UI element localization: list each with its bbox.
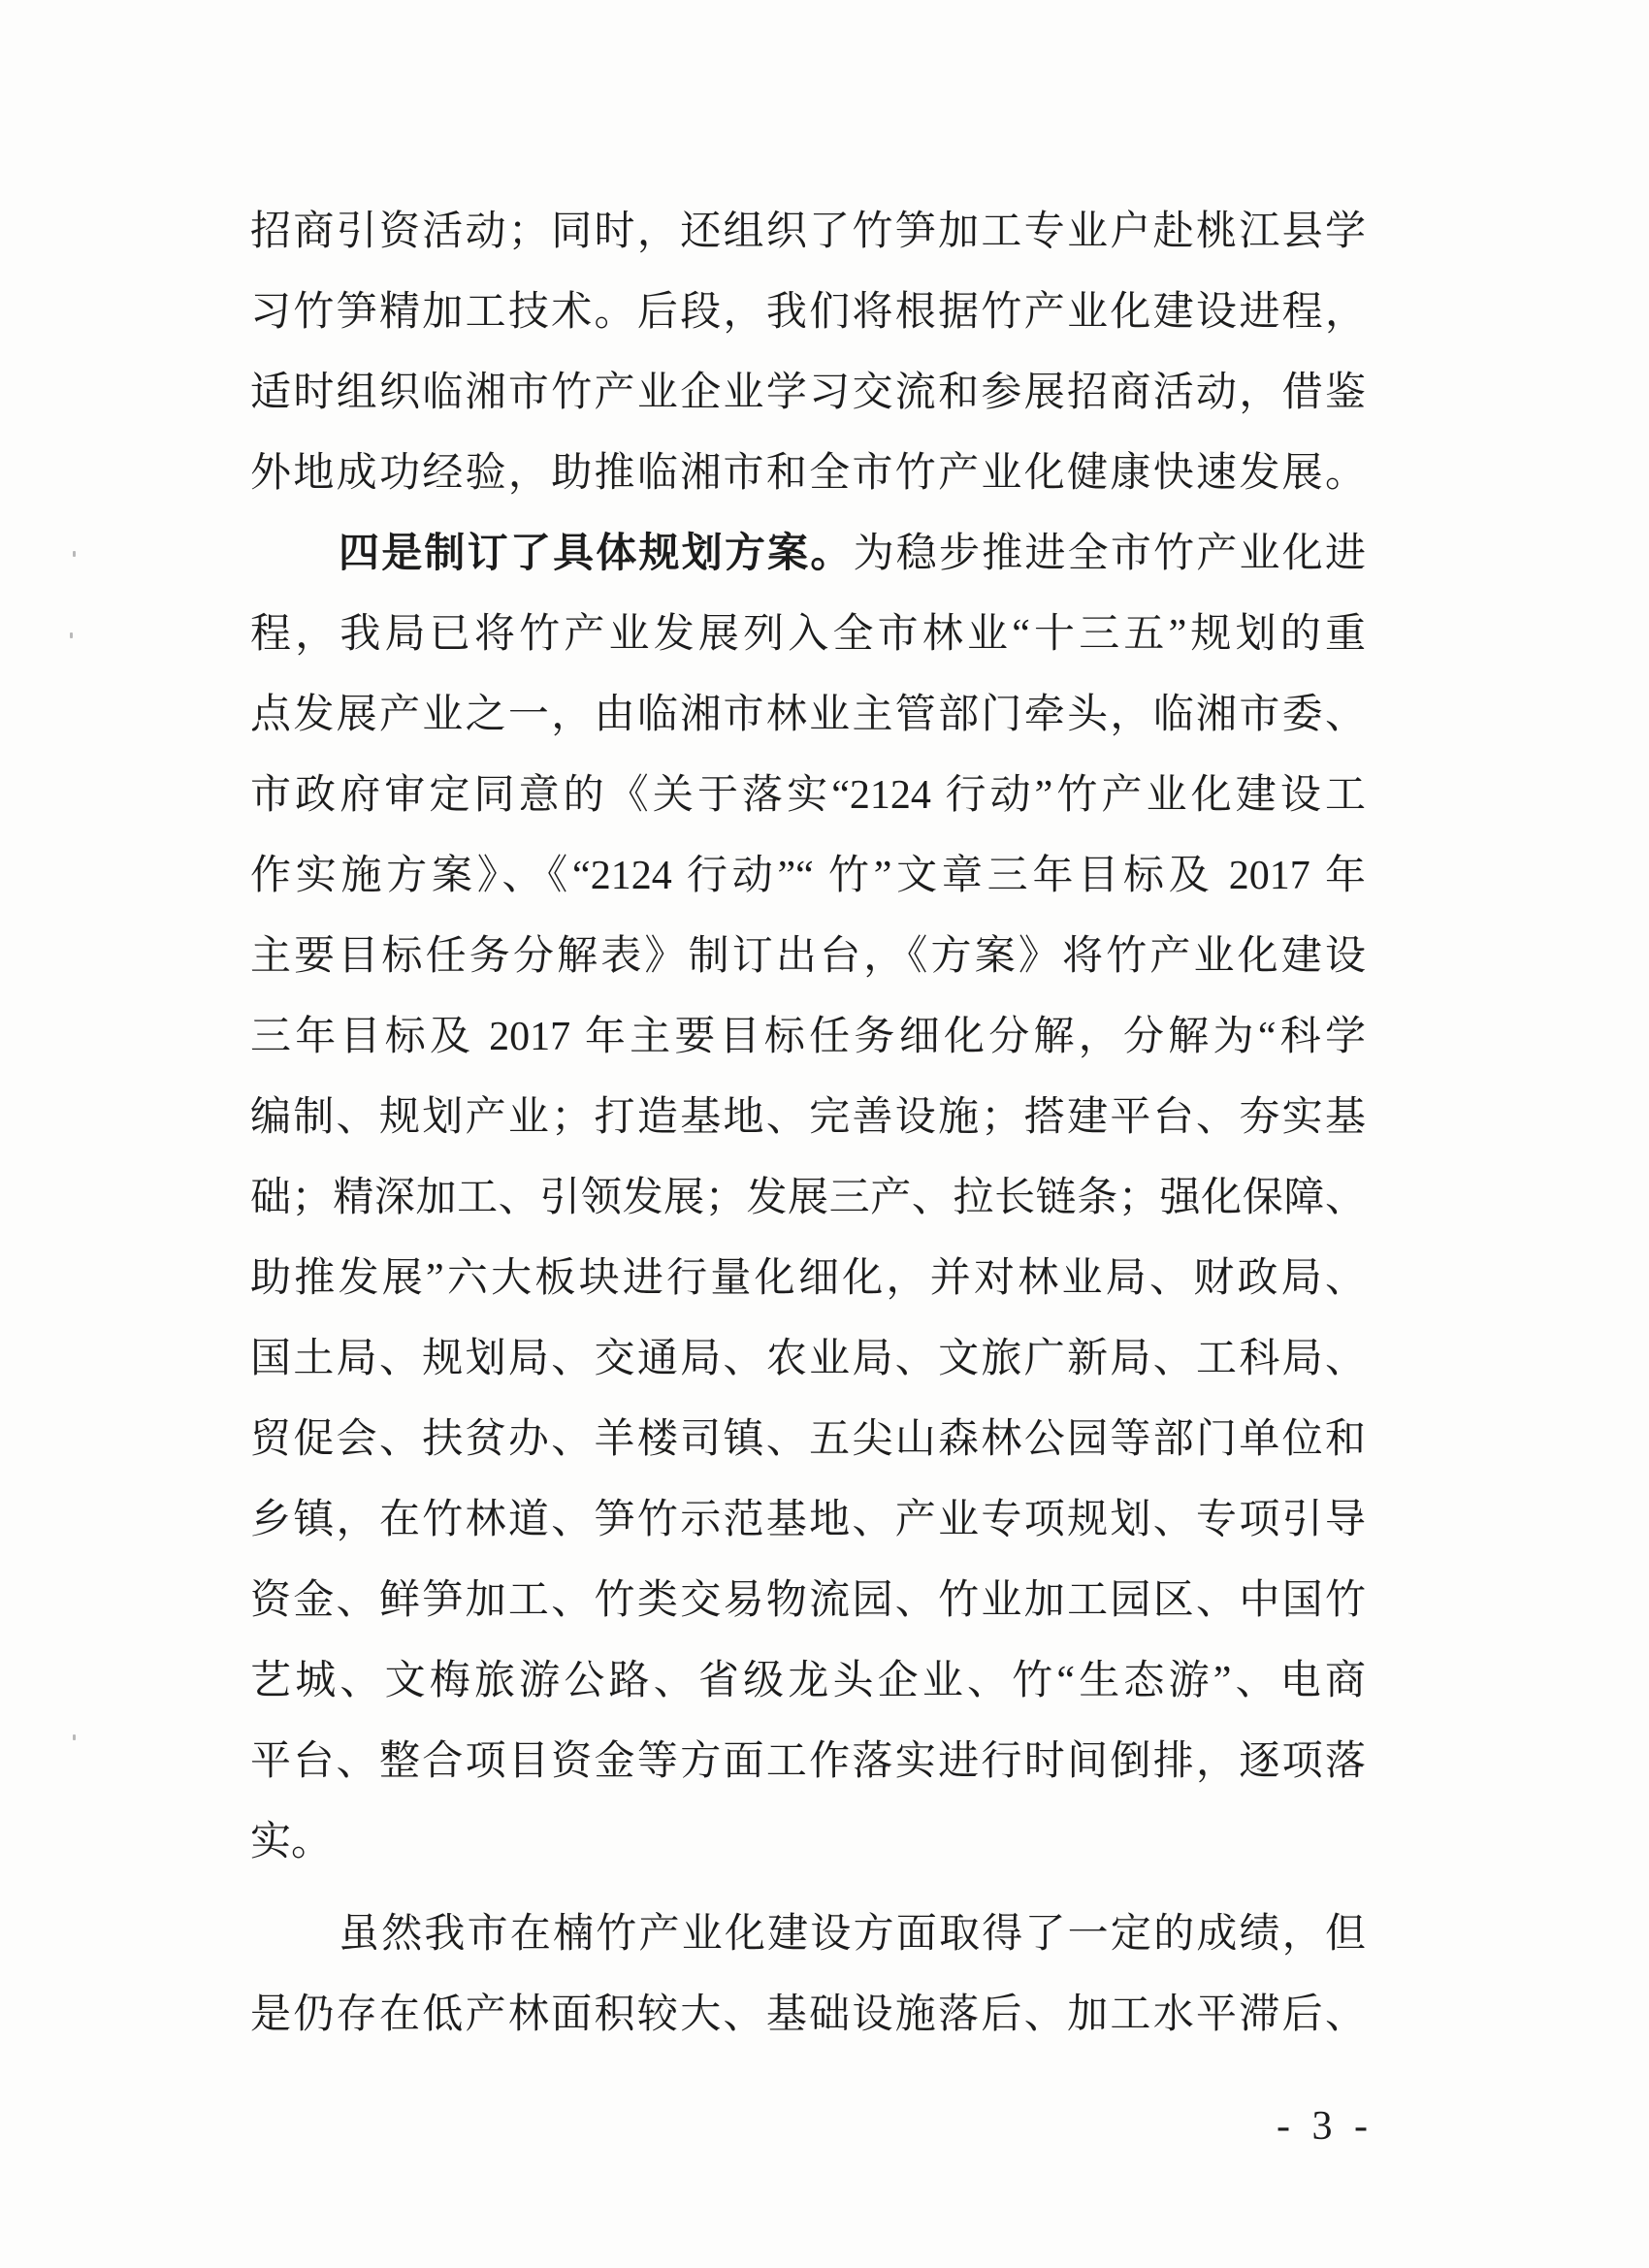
text-line: 招商引资活动；同时，还组织了竹笋加工专业户赴桃江县学 xyxy=(250,210,1366,254)
text-line: 适时组织临湘市竹产业企业学习交流和参展招商活动，借鉴 xyxy=(250,371,1366,415)
text-line: 习竹笋精加工技术。后段，我们将根据竹产业化建设进程， xyxy=(250,290,1366,335)
text-line: 实。 xyxy=(250,1820,333,1864)
text-line: 外地成功经验，助推临湘市和全市竹产业化健康快速发展。 xyxy=(250,451,1366,496)
paragraph xyxy=(250,192,1366,514)
body-text xyxy=(250,192,1366,2056)
text-line: 础；精深加工、引领发展；发展三产、拉长链条；强化保障、 xyxy=(250,1176,1366,1220)
scan-speck xyxy=(73,551,76,557)
section-lead-heading: 四是制订了具体规划方案。 xyxy=(339,532,854,576)
text-line-rest: 为稳步推进全市竹产业化进 xyxy=(853,532,1366,576)
text-line: 艺城、文梅旅游公路、省级龙头企业、竹“生态游”、电商 xyxy=(250,1659,1366,1703)
text-line: 贸促会、扶贫办、羊楼司镇、五尖山森林公园等部门单位和 xyxy=(250,1417,1366,1462)
paragraph xyxy=(250,514,1366,1883)
text-line: 三年目标及 2017 年主要目标任务细化分解，分解为“科学 xyxy=(250,1015,1366,1059)
text-line: 平台、整合项目资金等方面工作落实进行时间倒排，逐项落 xyxy=(250,1739,1366,1784)
scan-speck xyxy=(73,1734,76,1740)
text-line: 虽然我市在楠竹产业化建设方面取得了一定的成绩，但 xyxy=(339,1912,1366,1957)
text-line: 点发展产业之一，由临湘市林业主管部门牵头，临湘市委、 xyxy=(250,693,1366,737)
text-line: 是仍存在低产林面积较大、基础设施落后、加工水平滞后、 xyxy=(250,1993,1366,2037)
text-line: 编制、规划产业；打造基地、完善设施；搭建平台、夯实基 xyxy=(250,1095,1366,1140)
paragraph xyxy=(250,1895,1366,2056)
text-line xyxy=(250,514,1366,595)
text-line: 国土局、规划局、交通局、农业局、文旅广新局、工科局、 xyxy=(250,1337,1366,1381)
text-line: 程，我局已将竹产业发展列入全市林业“十三五”规划的重 xyxy=(250,612,1366,657)
scan-speck xyxy=(70,632,73,638)
text-line: 主要目标任务分解表》制订出台，《方案》将竹产业化建设 xyxy=(250,934,1366,979)
text-line: 市政府审定同意的《关于落实“2124 行动”竹产业化建设工 xyxy=(250,773,1366,818)
text-line: 作实施方案》、《“2124 行动”“ 竹”文章三年目标及 2017 年 xyxy=(250,854,1366,898)
text-line: 乡镇，在竹林道、笋竹示范基地、产业专项规划、专项引导 xyxy=(250,1498,1366,1542)
text-line: 资金、鲜笋加工、竹类交易物流园、竹业加工园区、中国竹 xyxy=(250,1578,1366,1623)
text-line: 助推发展”六大板块进行量化细化，并对林业局、财政局、 xyxy=(250,1256,1366,1301)
page-number: - 3 - xyxy=(1277,2104,1374,2149)
